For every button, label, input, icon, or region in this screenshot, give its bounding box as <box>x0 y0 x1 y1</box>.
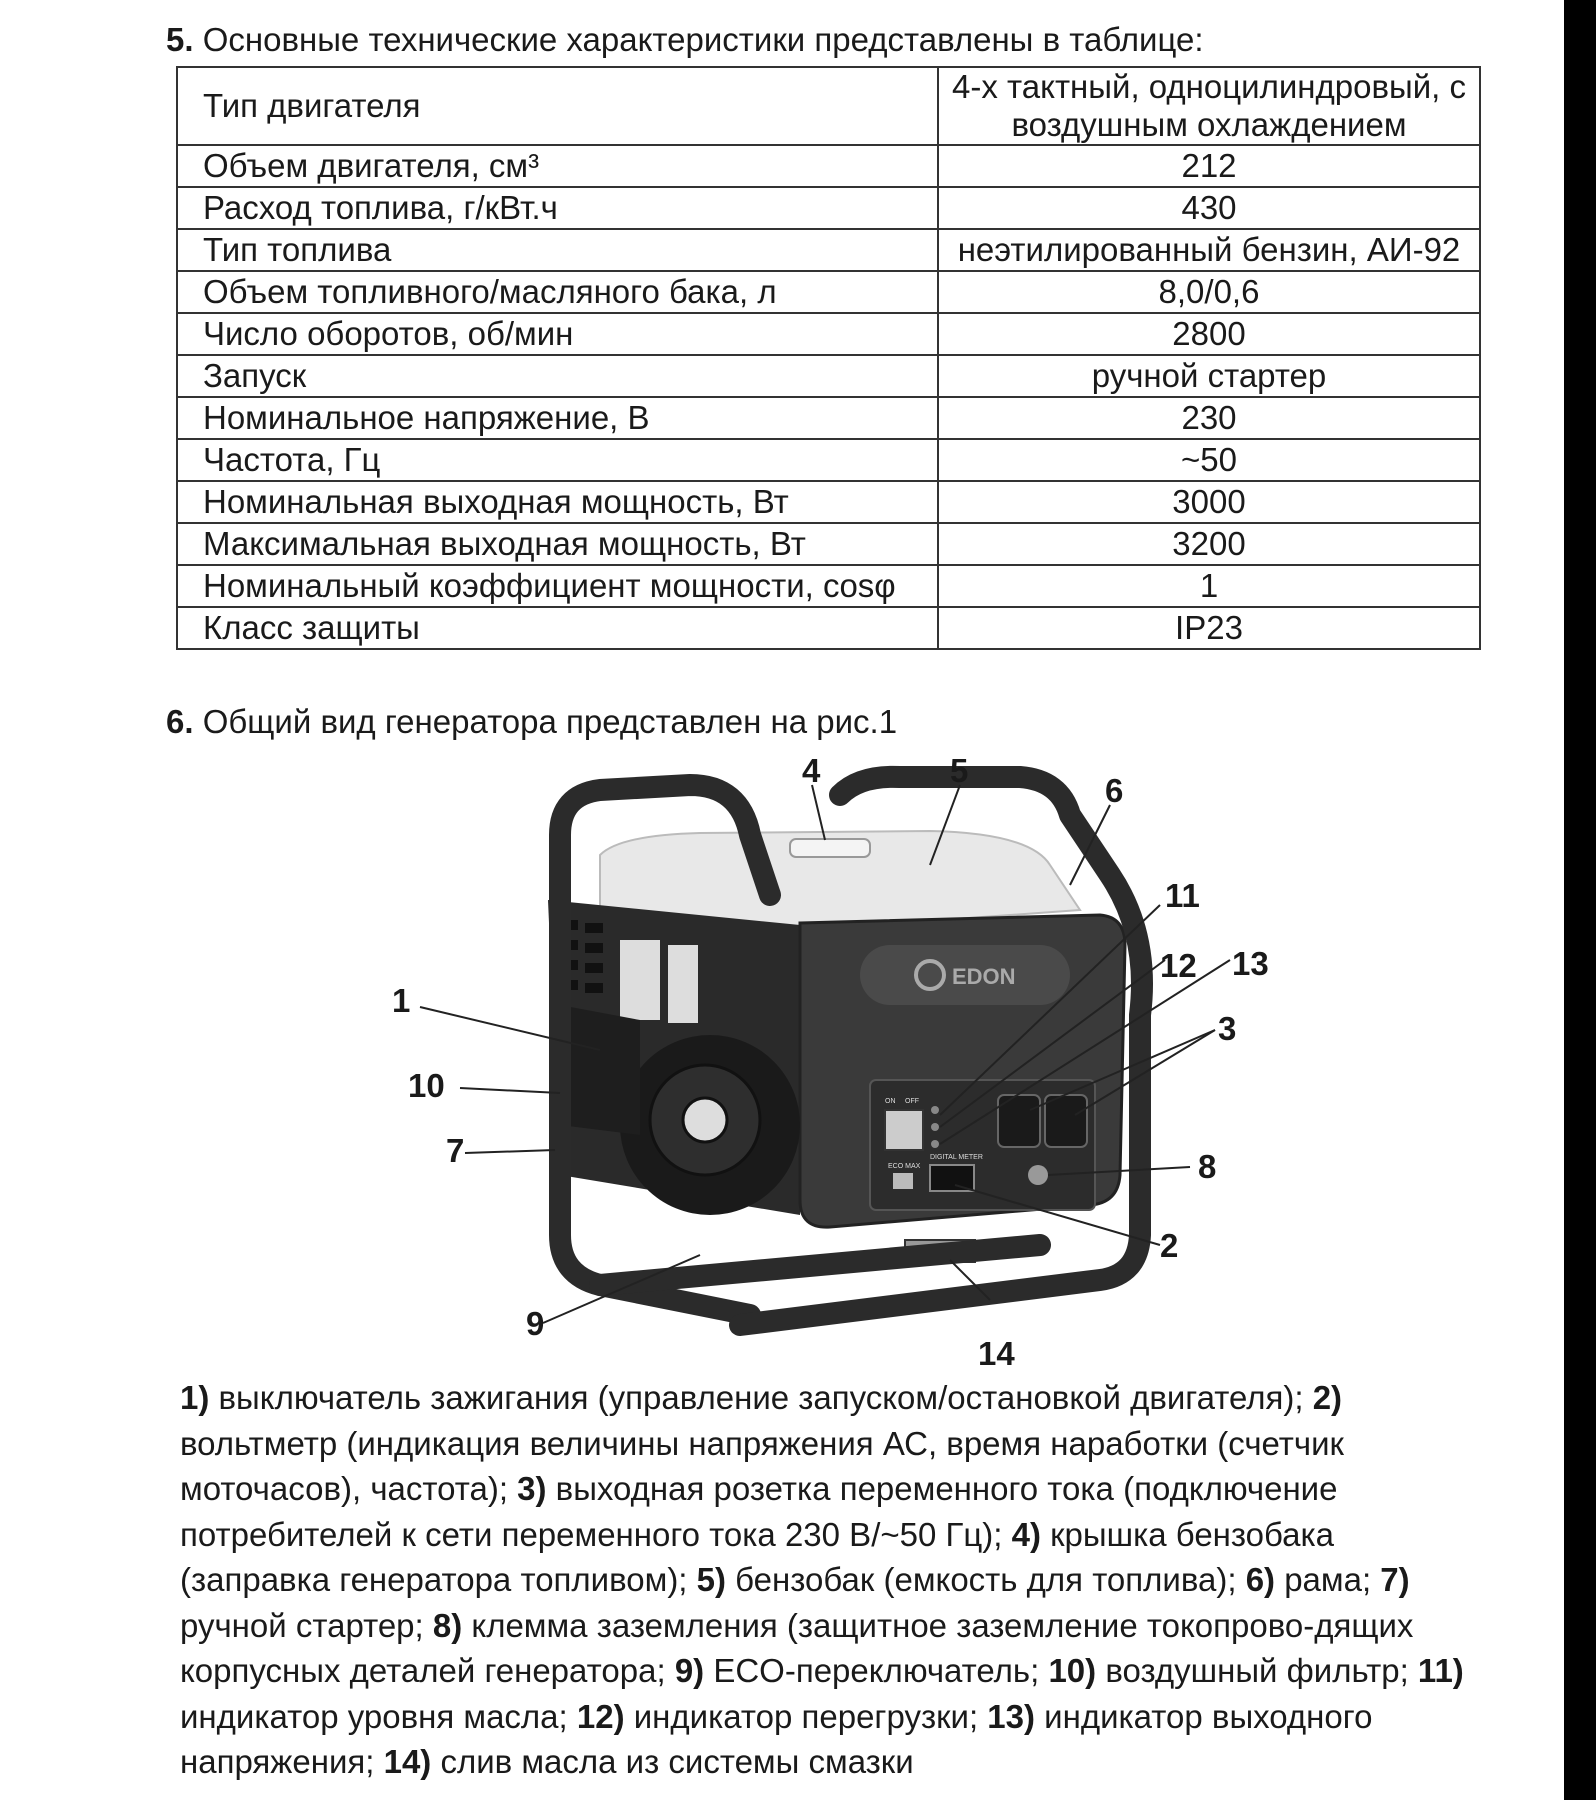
spec-value: 2800 <box>938 313 1480 355</box>
table-row <box>177 187 1480 229</box>
spec-key: Объем двигателя, см³ <box>177 145 938 187</box>
spec-value: 230 <box>938 397 1480 439</box>
legend-text-item: ECO-переключатель; <box>704 1652 1049 1689</box>
callout-2: 2 <box>1160 1227 1179 1264</box>
section-6-text: Общий вид генератора представлен на рис.1 <box>193 703 898 740</box>
legend-num: 7) <box>1380 1561 1410 1598</box>
spec-key: Тип топлива <box>177 229 938 271</box>
legend-text-item: слив масла из системы смазки <box>431 1743 914 1780</box>
spec-table <box>176 66 1481 650</box>
callout-10: 10 <box>408 1067 445 1104</box>
callout-13: 13 <box>1232 945 1269 982</box>
table-row <box>177 439 1480 481</box>
legend-num: 14) <box>383 1743 432 1780</box>
meter-label: DIGITAL METER <box>930 1154 983 1161</box>
spec-value: 4-х тактный, одноцилиндровый, с воздушным охлаждением <box>938 67 1480 145</box>
callout-12: 12 <box>1160 947 1197 984</box>
spec-key: Номинальное напряжение, В <box>177 397 938 439</box>
legend-text <box>180 1375 1470 1785</box>
table-row <box>177 67 1480 145</box>
legend-text-item: индикатор выходного напряжения; <box>180 1697 1373 1780</box>
spec-value: 430 <box>938 187 1480 229</box>
callout-8: 8 <box>1198 1148 1217 1185</box>
legend-text-item: рама; <box>1275 1561 1381 1598</box>
legend-num: 9) <box>674 1652 705 1689</box>
section-6-number: 6. <box>166 703 194 740</box>
spec-key: Запуск <box>177 355 938 397</box>
section-5-heading <box>166 20 1204 60</box>
table-row <box>177 565 1480 607</box>
brand-name: EDON <box>952 964 1016 989</box>
spec-key: Расход топлива, г/кВт.ч <box>177 187 938 229</box>
legend-num: 1) <box>180 1379 210 1416</box>
oil-indicator-icon <box>931 1106 939 1114</box>
section-5-number: 5. <box>166 21 194 58</box>
starter-hub <box>683 1098 727 1142</box>
table-row <box>177 481 1480 523</box>
spec-key: Число оборотов, об/мин <box>177 313 938 355</box>
legend-num: 3) <box>517 1470 547 1507</box>
spec-value: IP23 <box>938 607 1480 649</box>
legend-text-item: бензобак (емкость для топлива); <box>725 1561 1246 1598</box>
table-row <box>177 607 1480 649</box>
spec-key: Номинальная выходная мощность, Вт <box>177 481 938 523</box>
callout-3: 3 <box>1218 1010 1237 1047</box>
spec-value: ручной стартер <box>938 355 1480 397</box>
legend-num: 2) <box>1312 1379 1343 1416</box>
ac-socket-2[interactable] <box>1045 1095 1087 1147</box>
legend-num: 8) <box>432 1606 463 1644</box>
legend-text-item: вольтметр (индикация величины напряжения АС, время наработки (счетчик моточасов), частота); <box>180 1424 1344 1507</box>
switch-on-label: ON <box>885 1098 896 1105</box>
ground-terminal[interactable] <box>1028 1165 1048 1185</box>
section-5-text: Основные технические характеристики представлены в таблице: <box>193 21 1204 58</box>
callout-4: 4 <box>802 755 821 789</box>
air-filter[interactable] <box>560 1005 640 1135</box>
legend-text-item: выходная розетка переменного тока (подключение потребителей к сети переменного тока 230 В/~50 Гц); <box>180 1470 1338 1553</box>
spec-value: 212 <box>938 145 1480 187</box>
table-row <box>177 313 1480 355</box>
legend-num: 11) <box>1417 1652 1464 1689</box>
info-sticker <box>620 940 660 1020</box>
table-row <box>177 271 1480 313</box>
spec-value: 1 <box>938 565 1480 607</box>
table-row <box>177 229 1480 271</box>
callout-14: 14 <box>978 1335 1015 1372</box>
table-row <box>177 145 1480 187</box>
spec-value: неэтилированный бензин, АИ-92 <box>938 229 1480 271</box>
legend-text-item: индикатор уровня масла; <box>180 1697 577 1735</box>
generator-figure <box>0 755 1564 1375</box>
spec-key: Частота, Гц <box>177 439 938 481</box>
overload-indicator-icon <box>931 1123 939 1131</box>
table-row <box>177 397 1480 439</box>
legend-num: 12) <box>576 1697 625 1735</box>
legend-text-item: индикатор перегрузки; <box>624 1697 988 1735</box>
digital-meter <box>930 1165 974 1191</box>
output-indicator-icon <box>931 1140 939 1148</box>
spec-key: Объем топливного/масляного бака, л <box>177 271 938 313</box>
eco-label: ECO MAX <box>888 1163 921 1170</box>
info-sticker <box>668 945 698 1023</box>
callout-1: 1 <box>392 982 411 1019</box>
callout-11: 11 <box>1165 877 1200 914</box>
generator-illustration <box>0 755 1564 1375</box>
legend-text-item: выключатель зажигания (управление запуском/остановкой двигателя); <box>209 1379 1313 1416</box>
spec-value: ~50 <box>938 439 1480 481</box>
legend-num: 13) <box>987 1697 1035 1735</box>
table-row <box>177 523 1480 565</box>
fuel-cap <box>790 839 870 857</box>
switch-off-label: OFF <box>905 1098 919 1105</box>
table-row <box>177 355 1480 397</box>
legend-num: 6) <box>1245 1561 1276 1598</box>
callout-6: 6 <box>1105 772 1124 809</box>
ignition-switch[interactable] <box>885 1110 923 1150</box>
spec-value: 3000 <box>938 481 1480 523</box>
eco-switch[interactable] <box>893 1173 913 1189</box>
spec-value: 8,0/0,6 <box>938 271 1480 313</box>
legend-num: 4) <box>1011 1515 1041 1553</box>
section-6-heading <box>166 702 897 742</box>
legend-text-item: ручной стартер; <box>180 1606 433 1644</box>
spec-value: 3200 <box>938 523 1480 565</box>
legend-text-item: крышка бензобака (заправка генератора топливом); <box>180 1515 1335 1598</box>
callout-9: 9 <box>526 1305 545 1342</box>
spec-key: Номинальный коэффициент мощности, cosφ <box>177 565 938 607</box>
callout-7: 7 <box>446 1132 465 1169</box>
legend-num: 10) <box>1048 1652 1097 1689</box>
spec-key: Тип двигателя <box>177 67 938 145</box>
legend-text-item: воздушный фильтр; <box>1096 1652 1418 1689</box>
spec-key: Максимальная выходная мощность, Вт <box>177 523 938 565</box>
callout-5: 5 <box>950 755 969 789</box>
legend-text-item: клемма заземления (защитное заземление токопрово-дящих корпусных деталей генератора; <box>180 1606 1414 1689</box>
legend-num: 5) <box>696 1561 726 1598</box>
spec-key: Класс защиты <box>177 607 938 649</box>
